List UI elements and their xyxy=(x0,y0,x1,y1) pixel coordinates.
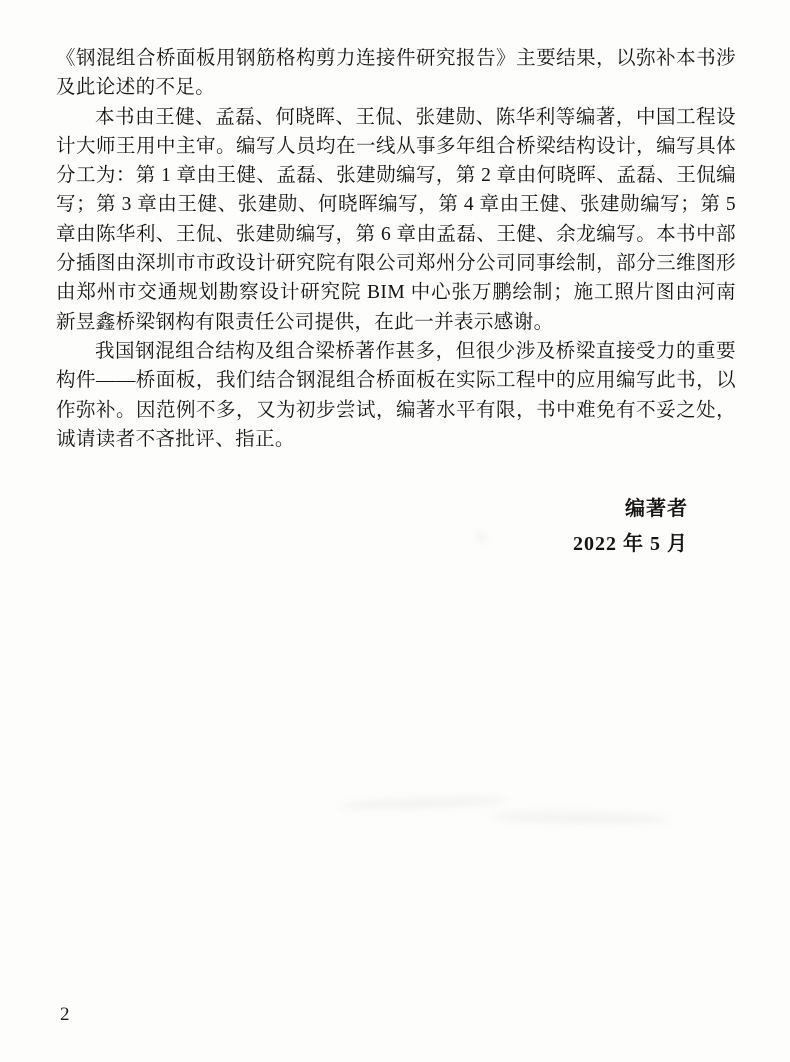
paragraph-authors-acknowledgement: 本书由王健、孟磊、何晓晖、王侃、张建勋、陈华利等编著，中国工程设计大师王用中主审。编写人员均在一线从事多年组合桥梁结构设计，编写具体分工为：第 1 章由王健、孟磊、张建勋编写，第 2 章由何晓晖、孟磊、王侃编写；第 3 章由王健、张建勋、何晓晖编写，第 4 章由王健、张建勋编写；第 5 章由陈华利、王侃、张建勋编写，第 6 章由孟磊、王健、余龙编写。本书中部分插图由深圳市市政设计研究院有限公司郑州分公司同事绘制，部分三维图形由郑州市交通规划勘察设计研究院 BIM 中心张万鹏绘制；施工照片图由河南新昱鑫桥梁钢构有限责任公司提供，在此一并表示感谢。 xyxy=(56,106,736,333)
paragraph-closing-remarks: 我国钢混组合结构及组合梁桥著作甚多，但很少涉及桥梁直接受力的重要构件——桥面板，我们结合钢混组合桥面板在实际工程中的应用编写此书，以作弥补。因范例不多，又为初步尝试，编著水平有限，书中难免有不妥之处，诚请读者不吝批评、指正。 xyxy=(56,340,736,450)
paragraph-continuation: 《钢混组合桥面板用钢筋格构剪力连接件研究报告》主要结果，以弥补本书涉及此论述的不足。 xyxy=(56,48,736,99)
signature-author: 编著者 xyxy=(625,498,688,521)
signature-date: 2022 年 5 月 xyxy=(573,533,688,556)
page-number: 2 xyxy=(60,1004,70,1025)
scan-artifact xyxy=(490,810,670,825)
body-text xyxy=(56,44,736,562)
scan-artifact xyxy=(338,795,508,811)
signature-block xyxy=(56,492,736,562)
